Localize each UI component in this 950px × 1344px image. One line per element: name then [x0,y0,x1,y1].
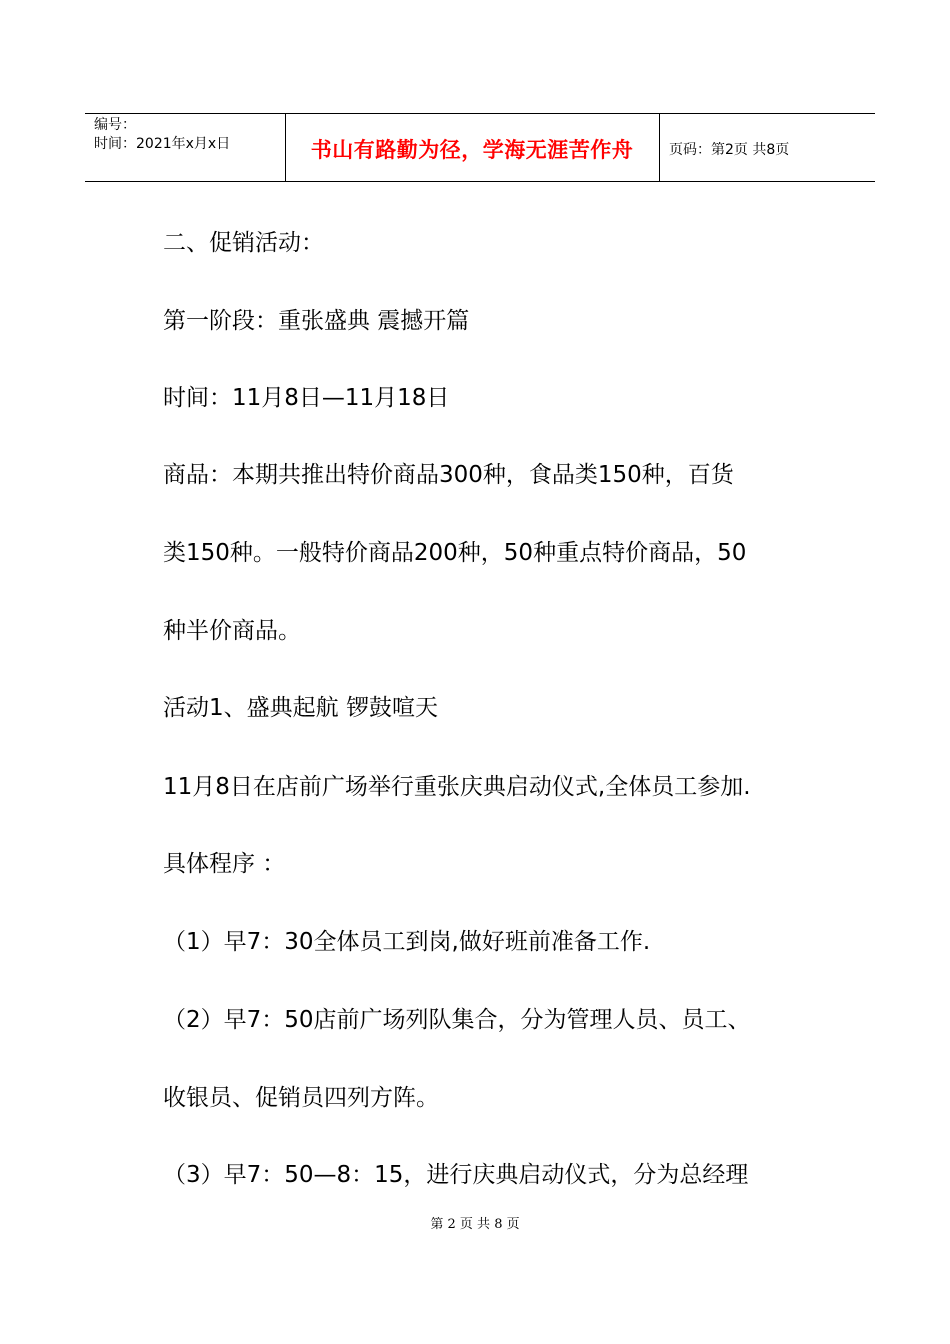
header-divider-right [659,113,660,181]
body-line: （3）早7：50—8：15，进行庆典启动仪式，分为总经理 [163,1162,749,1188]
body-line: 11月8日在店前广场举行重张庆典启动仪式,全体员工参加. [163,774,751,800]
body-line: 收银员、促销员四列方阵。 [163,1085,439,1111]
body-line: （2）早7：50店前广场列队集合，分为管理人员、员工、 [163,1007,751,1033]
body-line: （1）早7：30全体员工到岗,做好班前准备工作. [163,929,651,955]
body-line: 种半价商品。 [163,618,301,644]
body-line: 时间：11月8日—11月18日 [163,385,450,411]
header-page-label: 页码：第2页 共8页 [669,142,790,158]
body-line: 第一阶段：重张盛典 震撼开篇 [163,308,470,334]
header-number-label: 编号： [94,117,136,133]
body-line: 类150种。一般特价商品200种，50种重点特价商品，50 [163,540,747,566]
header-rule-top [85,113,875,114]
footer-page-number: 第 2 页 共 8 页 [430,1217,520,1232]
header-rule-bottom [85,181,875,182]
body-line: 商品：本期共推出特价商品300种，食品类150种，百货 [163,462,734,488]
body-line: 具体程序 ： [163,851,286,877]
header-motto: 书山有路勤为径，学海无涯苦作舟 [310,138,634,162]
body-line: 二、促销活动： [163,230,324,256]
body-line: 活动1、盛典起航 锣鼓喧天 [163,695,438,721]
header-left-cell [94,116,230,154]
header-date-label: 时间：2021年x月x日 [94,136,231,152]
